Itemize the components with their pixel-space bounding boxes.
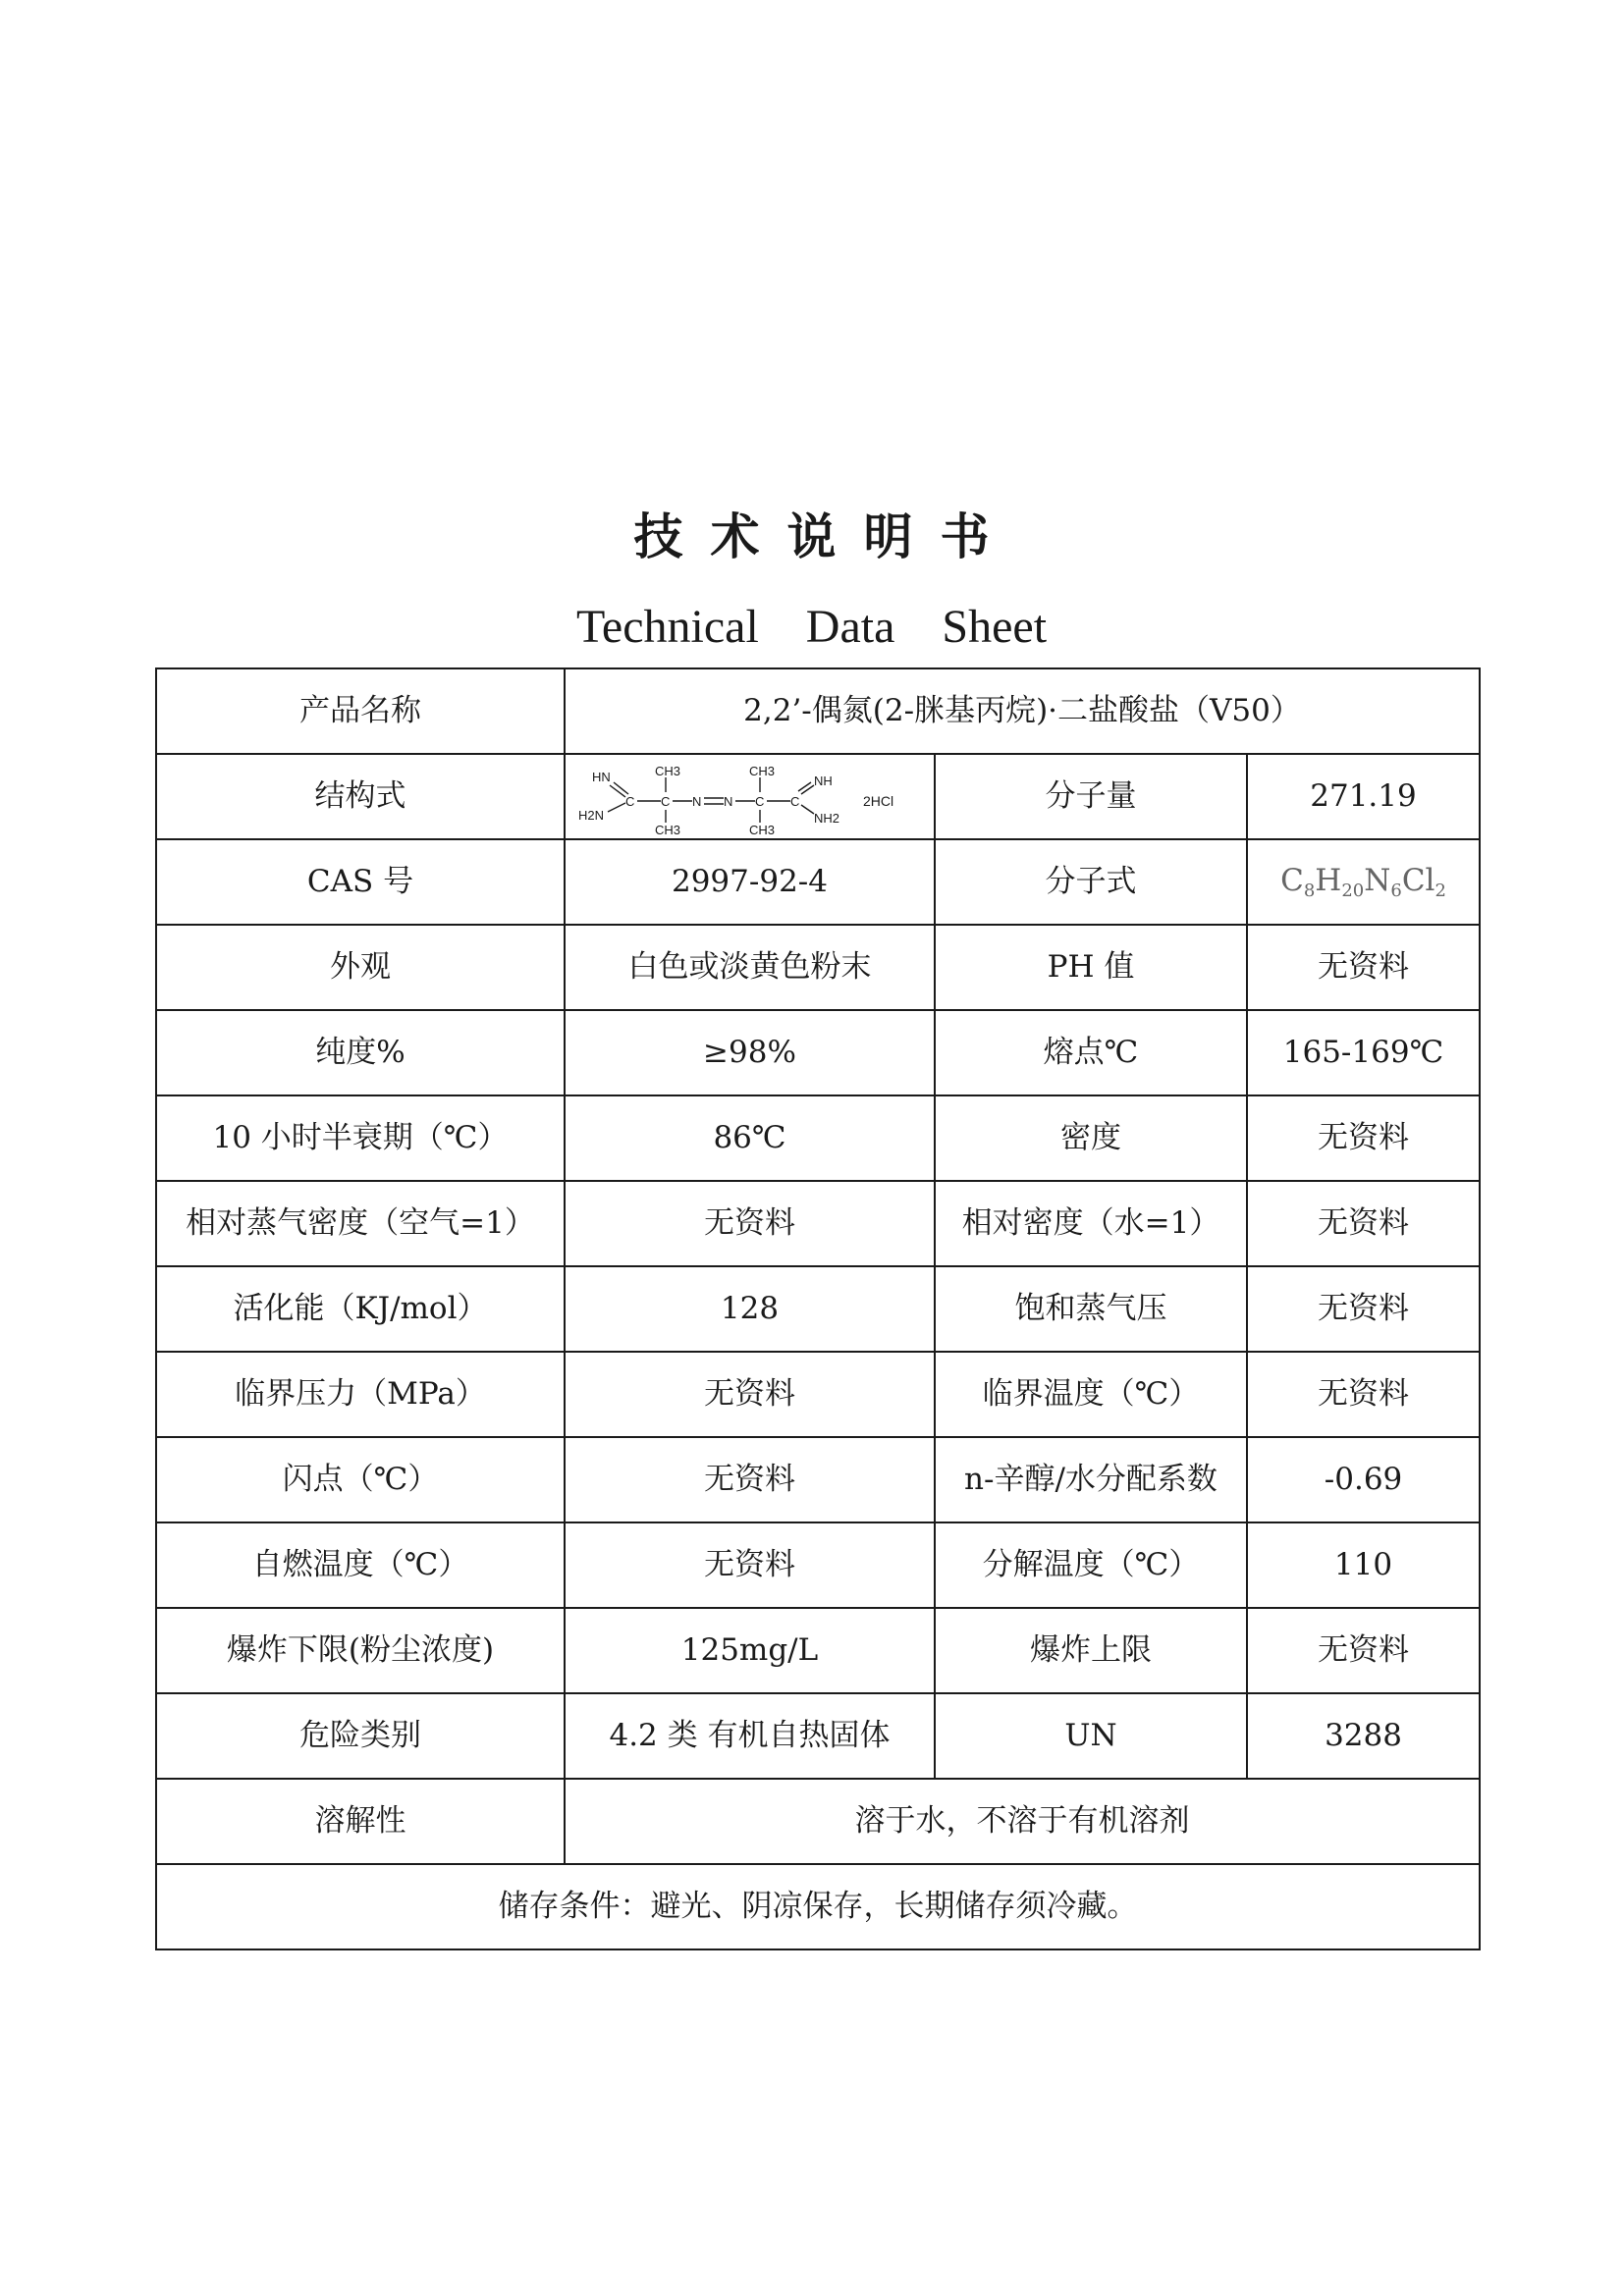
molecular-formula-value: $C_8H_{20}N_6Cl_2$ <box>1247 839 1480 925</box>
atom-nh: NH <box>813 773 833 788</box>
row-value-2: 165-169℃ <box>1247 1010 1480 1095</box>
row-label-1: 危险类别 <box>156 1693 565 1779</box>
row-label-2: 分解温度（℃） <box>935 1522 1247 1608</box>
table-row <box>156 1608 1480 1693</box>
row-value-2: 110 <box>1247 1522 1480 1608</box>
cas-label: CAS 号 <box>156 839 565 925</box>
row-value-2: 无资料 <box>1247 925 1480 1010</box>
product-name-label: 产品名称 <box>156 668 565 754</box>
product-name-value: 2,2’-偶氮(2-脒基丙烷)·二盐酸盐（V50） <box>565 668 1480 754</box>
cas-value: 2997-92-4 <box>565 839 935 925</box>
row-label-2: 熔点℃ <box>935 1010 1247 1095</box>
row-value-2: 无资料 <box>1247 1608 1480 1693</box>
structure-formula-cell <box>565 754 935 839</box>
row-value-1: ≥98% <box>565 1010 935 1095</box>
data-sheet-table <box>155 667 1481 1950</box>
row-label-1: 活化能（KJ/mol） <box>156 1266 565 1352</box>
table-row <box>156 668 1480 754</box>
atom-hn: HN <box>591 769 611 784</box>
table-row <box>156 1352 1480 1437</box>
atom-h2n: H2N <box>577 807 604 823</box>
molecular-weight-label: 分子量 <box>935 754 1247 839</box>
table-row <box>156 754 1480 839</box>
atom-ch3-right-bottom: CH3 <box>748 822 775 836</box>
solubility-label: 溶解性 <box>156 1779 565 1864</box>
atom-c-left-quaternary: C <box>660 793 670 809</box>
row-label-2: n-辛醇/水分配系数 <box>935 1437 1247 1522</box>
row-value-2: 无资料 <box>1247 1352 1480 1437</box>
row-label-2: 密度 <box>935 1095 1247 1181</box>
structural-formula-diagram <box>568 758 932 836</box>
row-value-2: 无资料 <box>1247 1266 1480 1352</box>
table-row <box>156 1693 1480 1779</box>
table-row <box>156 1437 1480 1522</box>
row-label-2: 相对密度（水=1） <box>935 1181 1247 1266</box>
row-value-1: 无资料 <box>565 1181 935 1266</box>
row-label-2: UN <box>935 1693 1247 1779</box>
solubility-value: 溶于水，不溶于有机溶剂 <box>565 1779 1480 1864</box>
row-label-2: PH 值 <box>935 925 1247 1010</box>
table-row <box>156 1266 1480 1352</box>
row-label-2: 临界温度（℃） <box>935 1352 1247 1437</box>
document-title-cn: 技术说明书 <box>633 508 1017 565</box>
row-value-1: 128 <box>565 1266 935 1352</box>
row-value-1: 无资料 <box>565 1522 935 1608</box>
row-value-1: 4.2 类 有机自热固体 <box>565 1693 935 1779</box>
row-value-1: 无资料 <box>565 1352 935 1437</box>
atom-n-left: N <box>691 793 701 809</box>
row-value-1: 无资料 <box>565 1437 935 1522</box>
row-value-2: -0.69 <box>1247 1437 1480 1522</box>
atom-n-right: N <box>723 793 732 809</box>
document-title-en: Technical Data Sheet <box>575 601 1048 653</box>
table-row <box>156 1181 1480 1266</box>
atom-c-left-amidine: C <box>624 793 634 809</box>
row-label-1: 外观 <box>156 925 565 1010</box>
row-label-1: 自燃温度（℃） <box>156 1522 565 1608</box>
row-value-2: 3288 <box>1247 1693 1480 1779</box>
atom-c-right-quaternary: C <box>754 793 764 809</box>
row-value-2: 无资料 <box>1247 1181 1480 1266</box>
atom-ch3-right-top: CH3 <box>748 763 775 778</box>
row-value-1: 白色或淡黄色粉末 <box>565 925 935 1010</box>
atom-ch3-left-top: CH3 <box>654 763 680 778</box>
row-label-1: 10 小时半衰期（℃） <box>156 1095 565 1181</box>
table-row <box>156 1779 1480 1864</box>
molecular-weight-value: 271.19 <box>1247 754 1480 839</box>
row-label-2: 爆炸上限 <box>935 1608 1247 1693</box>
table-row <box>156 925 1480 1010</box>
table-row <box>156 1522 1480 1608</box>
atom-ch3-left-bottom: CH3 <box>654 822 680 836</box>
row-label-1: 纯度% <box>156 1010 565 1095</box>
row-label-1: 爆炸下限(粉尘浓度) <box>156 1608 565 1693</box>
row-label-1: 临界压力（MPa） <box>156 1352 565 1437</box>
row-label-1: 相对蒸气密度（空气=1） <box>156 1181 565 1266</box>
row-value-1: 86℃ <box>565 1095 935 1181</box>
row-value-1: 125mg/L <box>565 1608 935 1693</box>
row-label-1: 闪点（℃） <box>156 1437 565 1522</box>
table-row <box>156 1095 1480 1181</box>
table-row <box>156 1010 1480 1095</box>
row-value-2: 无资料 <box>1247 1095 1480 1181</box>
row-label-2: 饱和蒸气压 <box>935 1266 1247 1352</box>
storage-conditions: 储存条件：避光、阴凉保存，长期储存须冷藏。 <box>156 1864 1480 1949</box>
table-row <box>156 839 1480 925</box>
table-row <box>156 1864 1480 1949</box>
atom-nh2: NH2 <box>813 810 839 826</box>
structure-label: 结构式 <box>156 754 565 839</box>
atom-c-right-amidine: C <box>789 793 799 809</box>
molecular-formula-label: 分子式 <box>935 839 1247 925</box>
atom-2hcl: 2HCl <box>862 792 893 809</box>
